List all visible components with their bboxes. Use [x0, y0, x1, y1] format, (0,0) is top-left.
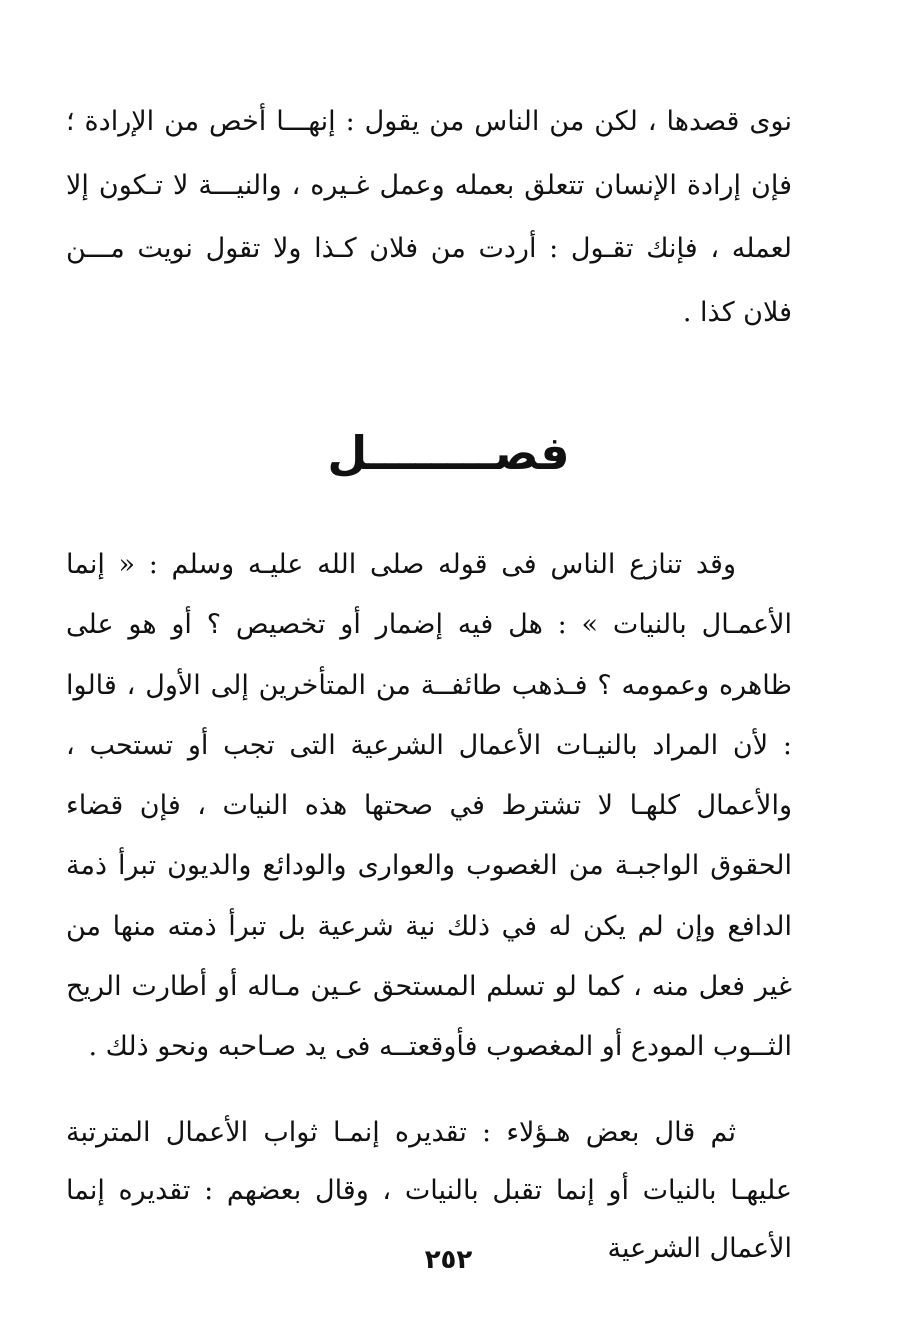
paragraph-intro: نوى قصدها ، لكن من الناس من يقول : إنهـــا أخص من الإرادة ؛ فإن إرادة الإنسان تتعلق بعمله وعمل غـيره ، والنيـــة لا تـكون إلا لعمله ، فإنك تقـول : أردت من فلان كـذا ولا تقول نويت مـــن فلان كذا .: [66, 106, 792, 328]
paragraph-continued: ثم قال بعض هـؤلاء : تقديره إنمـا ثواب الأعمال المترتبة عليهـا بالنيات أو إنما تقبل بالنيات ، وقال بعضهم : تقديره إنما الأعمال الشرعية: [66, 1117, 792, 1264]
section-heading: فصــــــــل: [327, 426, 570, 480]
page-number: ٢٥٢: [424, 1245, 473, 1275]
paragraph-main: وقد تنازع الناس فى قوله صلى الله عليـه وسلم : « إنما الأعمـال بالنيات » : هل فيه إضمار أو تخصيص ؟ أو هو على ظاهره وعمومه ؟ فـذهب طائفــة من المتأخرين إلى الأول ، قالوا : لأن المراد بالنيـات الأعمال الشرعية التى تجب أو تستحب ، والأعمال كلهـا لا تشترط في صحتها هذه النيات ، فإن قضاء الحقوق الواجبـة من الغصوب والعوارى والودائع والديون تبرأ ذمة الدافع وإن لم يكن له في ذلك نية شرعية بل تبرأ ذمته منها من غير فعل منه ، كما لو تسلم المستحق عـين مـاله أو أطارت الريح الثــوب المودع أو المغصوب فأوقعتــه فى يد صـاحبه ونحو ذلك .: [66, 549, 792, 1063]
